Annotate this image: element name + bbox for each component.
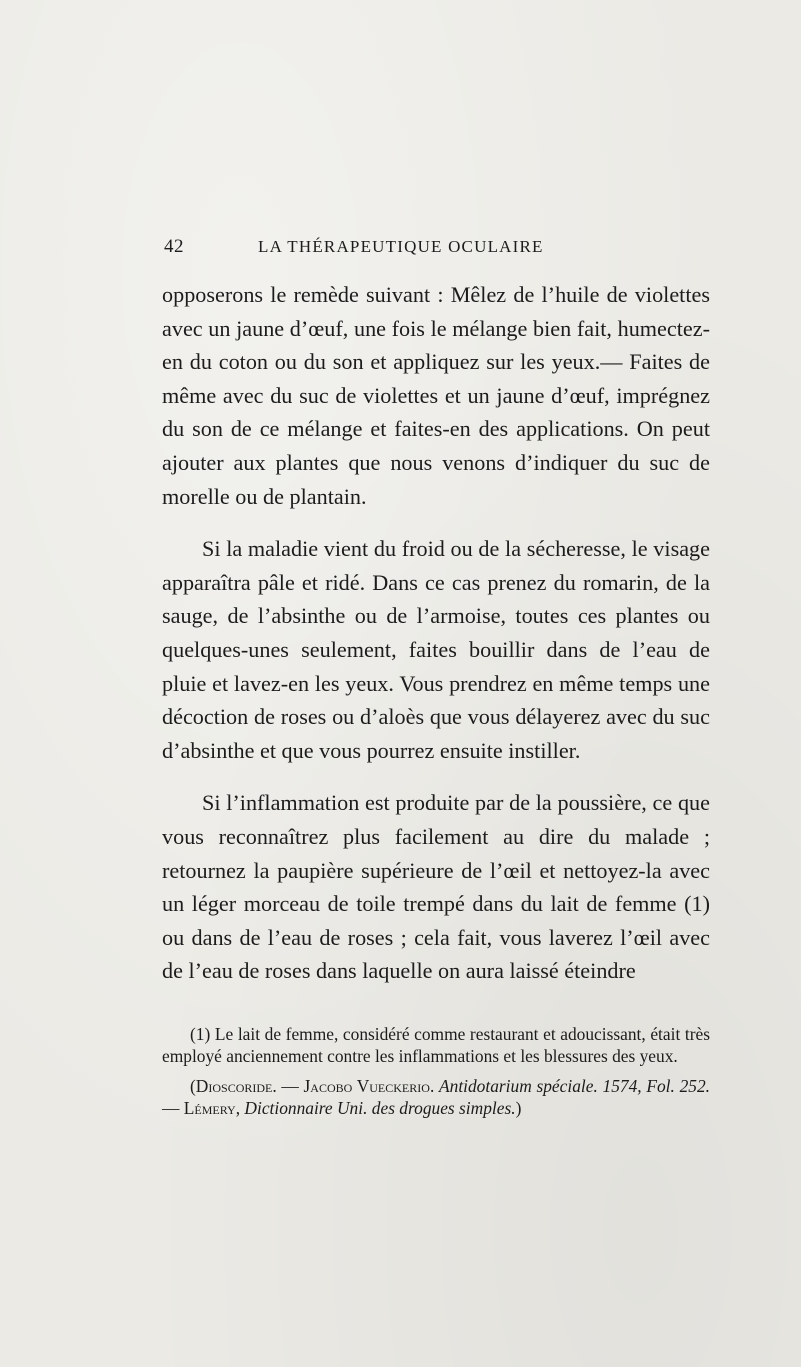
- paragraph-dust: Si l’inflammation est produite par de la poussière, ce que vous reconnaîtrez plus facilement au dire du malade ; retournez la paupière supérieure de l’œil et nettoyez-la avec un léger morceau de toile trempé dans du lait de femme (1) ou dans de l’eau de roses ; cela fait, vous laverez l’œil avec de l’eau de roses dans laquelle on aura laissé éteindre: [162, 790, 710, 984]
- footnote-references: [162, 1075, 710, 1120]
- ref-author-dioscoride: Dioscoride: [195, 1075, 273, 1096]
- ref-author-vueckerio: Jacobo Vueckerio: [303, 1075, 430, 1096]
- page-header: [0, 236, 801, 266]
- running-title: LA THÉRAPEUTIQUE OCULAIRE: [258, 237, 544, 256]
- paragraph-continuation: opposerons le remède suivant : Mêlez de l’huile de violettes avec un jaune d’œuf, une fois le mélange bien fait, humectez-en du coton ou du son et appliquez sur les yeux.— Faites de même avec du suc de violettes et un jaune d’œuf, imprégnez du son de ce mélange et faites-en des applications. On peut ajouter aux plantes que nous venons d’indiquer du suc de morelle ou de plantain.: [162, 282, 710, 509]
- ref-close-paren: ): [515, 1097, 522, 1118]
- footnote-1: (1) Le lait de femme, considéré comme restaurant et adoucissant, était très employé anciennement contre les inflammations et les blessures des yeux.: [162, 1024, 710, 1067]
- ref-separator: .: [429, 1075, 439, 1096]
- ref-work-antidotarium: Antidotarium spéciale. 1574, Fol. 252.: [439, 1075, 710, 1096]
- ref-work-dictionnaire: Dictionnaire Uni. des drogues simples.: [244, 1097, 516, 1118]
- ref-separator: —: [162, 1097, 184, 1118]
- ref-separator: . —: [272, 1075, 304, 1096]
- page-number: 42: [164, 236, 184, 257]
- paragraph-dryness: Si la maladie vient du froid ou de la sécheresse, le visage apparaîtra pâle et ridé. Dans ce cas prenez du romarin, de la sauge, de l’absinthe ou de l’armoise, toutes ces plantes ou quelques-unes seulement, faites bouillir dans de l’eau de pluie et lavez-en les yeux. Vous prendrez en même temps une décoction de roses ou d’aloès que vous délayerez avec du suc d’absinthe et que vous pourrez ensuite instiller.: [162, 536, 710, 763]
- body-text: [162, 278, 710, 988]
- ref-open-paren: (: [190, 1075, 196, 1096]
- ref-author-lemery: Lémery: [183, 1097, 236, 1118]
- footnotes: [162, 1023, 710, 1119]
- ref-separator: ,: [235, 1097, 245, 1118]
